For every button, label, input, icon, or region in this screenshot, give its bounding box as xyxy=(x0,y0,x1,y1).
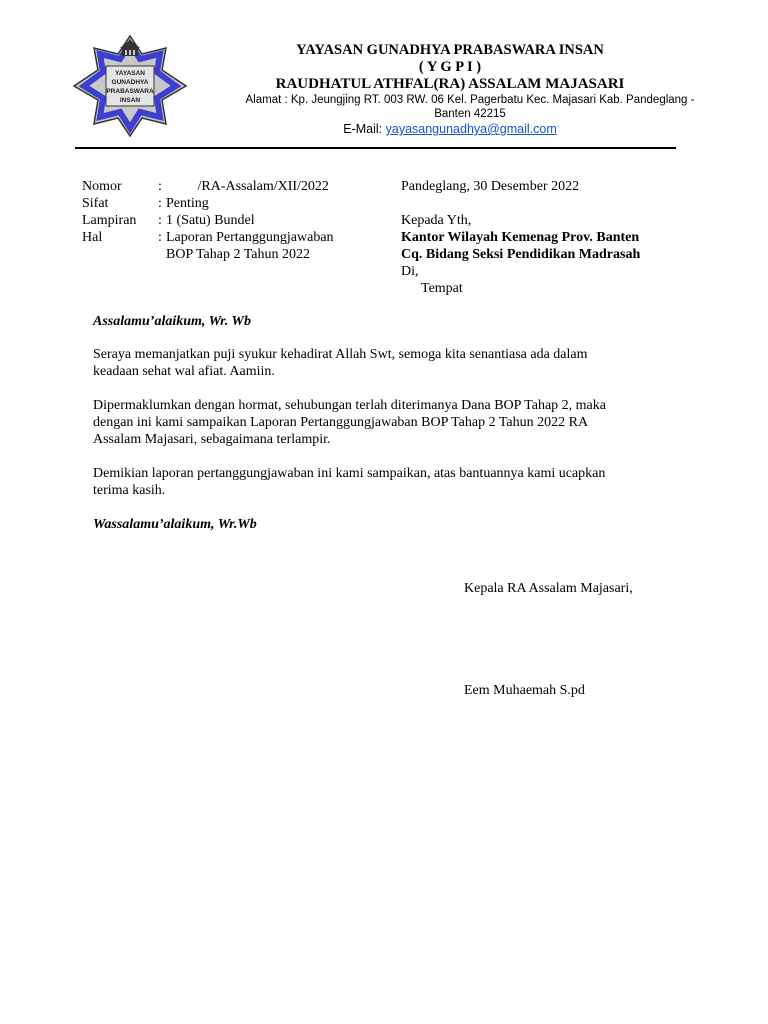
meta-row-hal xyxy=(82,229,334,246)
email-label: E-Mail: xyxy=(343,122,383,136)
address-line-2: Banten 42215 xyxy=(434,108,506,120)
paragraph-2-line-2: dengan ini kami sampaikan Laporan Pertanggungjawaban BOP Tahap 2 Tahun 2022 RA xyxy=(93,415,589,430)
signature-title: Kepala RA Assalam Majasari, xyxy=(464,581,633,596)
meta-value: 1 (Satu) Bundel xyxy=(166,213,255,228)
opening-salutation: Assalamu’alaikum, Wr. Wb xyxy=(93,314,251,329)
letter-meta xyxy=(82,178,334,263)
recipient-greeting: Kepada Yth, xyxy=(401,213,472,228)
meta-label: Sifat xyxy=(82,196,109,211)
logo-text-3: PRABASWARA xyxy=(106,88,154,95)
meta-value: BOP Tahap 2 Tahun 2022 xyxy=(166,247,310,262)
school-name: RAUDHATUL ATHFAL(RA) ASSALAM MAJASARI xyxy=(275,76,625,92)
recipient-block xyxy=(401,178,640,297)
meta-row-lampiran xyxy=(82,212,334,229)
paragraph-3-line-1: Demikian laporan pertanggungjawaban ini kami sampaikan, atas bantuannya kami ucapkan xyxy=(93,466,606,481)
meta-colon: : xyxy=(158,230,162,245)
recipient-tempat: Tempat xyxy=(421,281,463,296)
recipient-di: Di, xyxy=(401,264,419,279)
meta-label: Nomor xyxy=(82,179,122,194)
closing-salutation: Wassalamu’alaikum, Wr.Wb xyxy=(93,517,257,532)
meta-colon: : xyxy=(158,196,162,211)
paragraph-1-line-1: Seraya memanjatkan puji syukur kehadirat Allah Swt, semoga kita senantiasa ada dalam xyxy=(93,347,588,362)
meta-colon: : xyxy=(158,213,162,228)
meta-value: /RA-Assalam/XII/2022 xyxy=(166,179,329,194)
paragraph-2-line-1: Dipermaklumkan dengan hormat, sehubungan terlah diterimanya Dana BOP Tahap 2, maka xyxy=(93,398,606,413)
address-line-1: Alamat : Kp. Jeungjing RT. 003 RW. 06 Kel. Pagerbatu Kec. Majasari Kab. Pandeglang - xyxy=(245,94,695,106)
meta-row-nomor xyxy=(82,178,334,195)
foundation-name: YAYASAN GUNADHYA PRABASWARA INSAN xyxy=(296,42,604,58)
meta-row-hal-cont xyxy=(82,246,334,263)
email-line xyxy=(200,121,700,137)
place-date: Pandeglang, 30 Desember 2022 xyxy=(401,179,580,194)
logo-text-2: GUNADHYA xyxy=(111,79,149,86)
recipient-office-1: Kantor Wilayah Kemenag Prov. Banten xyxy=(401,230,640,245)
foundation-abbr: ( Y G P I ) xyxy=(418,59,482,75)
meta-label: Lampiran xyxy=(82,213,137,228)
meta-row-sifat xyxy=(82,195,334,212)
logo-building-icon xyxy=(120,40,140,56)
letterhead xyxy=(200,42,700,137)
email-link[interactable]: yayasangunadhya@gmail.com xyxy=(385,122,557,136)
paragraph-3-line-2: terima kasih. xyxy=(93,483,166,498)
foundation-logo xyxy=(70,34,190,138)
logo-text-4: INSAN xyxy=(119,97,141,104)
signature-name: Eem Muhaemah S.pd xyxy=(464,683,585,698)
meta-label: Hal xyxy=(82,230,103,245)
paragraph-2-line-3: Assalam Majasari, sebagaimana terlampir. xyxy=(93,432,331,447)
header-divider xyxy=(75,147,676,149)
meta-colon: : xyxy=(158,179,162,194)
meta-value: Penting xyxy=(166,196,209,211)
meta-value: Laporan Pertanggungjawaban xyxy=(166,230,334,245)
letter-body xyxy=(93,313,673,533)
logo-text-1: YAYASAN xyxy=(115,70,145,77)
paragraph-1-line-2: keadaan sehat wal afiat. Aamiin. xyxy=(93,364,275,379)
recipient-office-2: Cq. Bidang Seksi Pendidikan Madrasah xyxy=(401,247,641,262)
